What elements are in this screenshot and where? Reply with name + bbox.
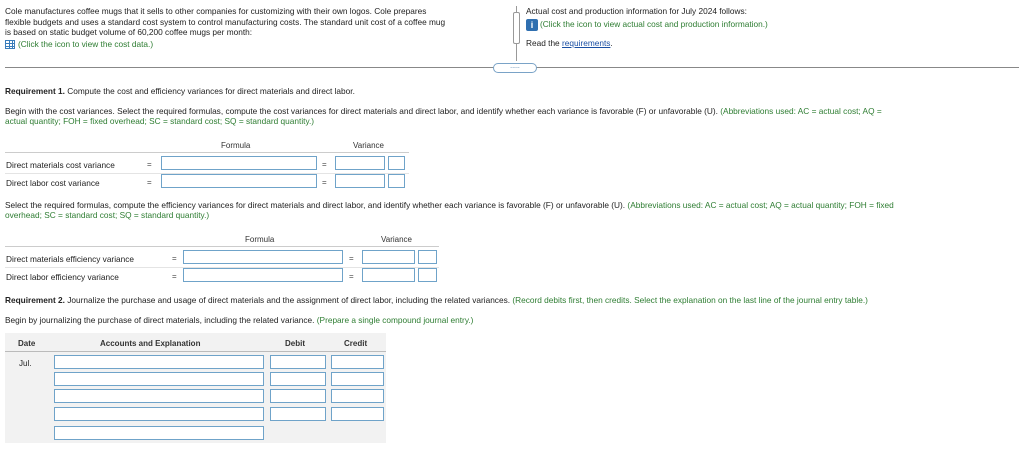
equals-sign: = [172,272,177,281]
data-table-icon[interactable] [5,40,15,49]
eff-instr-abbrev-a: (Abbreviations used: AC = actual cost; AQ = actual quantity; FOH = fixed [625,200,894,210]
dl-efficiency-variance-amount[interactable] [362,268,415,282]
cost-data-link[interactable]: (Click the icon to view the cost data.) [18,38,154,49]
cost-variance-instructions [5,106,1017,126]
journal-instr-note: (Prepare a single compound journal entry.) [314,315,474,325]
explanation-input[interactable] [54,426,264,440]
dl-efficiency-formula-input[interactable] [183,268,343,282]
dm-cost-formula-input[interactable] [161,156,317,170]
dm-efficiency-formula-input[interactable] [183,250,343,264]
equals-sign: = [349,272,354,281]
requirement-2-text: Journalize the purchase and usage of direct materials and the assignment of direct labor, including the related variances. [64,295,511,305]
table-header-rule [5,351,386,352]
dl-cost-variance-fu-select[interactable] [388,174,405,188]
dl-cost-formula-input[interactable] [161,174,317,188]
dl-cost-variance-label: Direct labor cost variance [6,178,100,188]
intro-line-1: Cole manufactures coffee mugs that it sells to other companies for customizing with their own logos. Cole prepares [5,6,427,16]
credit-input[interactable] [331,355,384,369]
debit-input[interactable] [270,389,326,403]
requirement-1-title [5,86,355,96]
credit-column-header: Credit [344,339,368,348]
equals-sign: = [322,178,327,187]
eff-formula-header: Formula [245,235,275,244]
journal-entry-table [5,333,386,443]
requirements-link[interactable]: requirements [562,37,611,48]
requirement-1-text: Compute the cost and efficiency variances for direct materials and direct labor. [64,86,355,96]
account-input[interactable] [54,372,264,386]
equals-sign: = [349,254,354,263]
eff-table-top-rule [5,246,439,247]
equals-sign: = [147,178,152,187]
eff-instr-abbrev-b: overhead; SC = standard cost; SQ = standard quantity.) [5,210,210,220]
dm-cost-variance-label: Direct materials cost variance [6,160,115,170]
equals-sign: = [322,160,327,169]
dm-cost-variance-fu-select[interactable] [388,156,405,170]
eff-instr-text: Select the required formulas, compute the efficiency variances for direct materials and direct labor, and identify whether each variance is favorable (F) or unfavorable (U). [5,200,626,210]
debit-input[interactable] [270,407,326,421]
dl-efficiency-fu-select[interactable] [418,268,437,282]
account-input[interactable] [54,407,264,421]
dl-cost-variance-amount[interactable] [335,174,385,188]
accounts-column-header: Accounts and Explanation [100,339,201,348]
requirement-1-label: Requirement 1. [5,86,65,96]
dm-efficiency-fu-select[interactable] [418,250,437,264]
cost-table-top-rule [5,152,409,153]
actual-info-line: Actual cost and production information for July 2024 follows: [526,6,747,16]
dm-cost-variance-amount[interactable] [335,156,385,170]
vertical-splitter-handle[interactable] [513,12,520,44]
eff-variance-header: Variance [381,235,412,244]
date-column-header: Date [18,339,36,348]
credit-input[interactable] [331,372,384,386]
horizontal-splitter-handle[interactable]: ..... [493,63,537,73]
debit-column-header: Debit [285,339,305,348]
debit-input[interactable] [270,372,326,386]
date-cell: Jul. [19,359,32,368]
requirement-2-note: (Record debits first, then credits. Select the explanation on the last line of the journal entry table.) [510,295,868,305]
credit-input[interactable] [331,407,384,421]
efficiency-variance-instructions [5,200,1019,220]
cost-instr-abbrev-b: actual quantity; FOH = fixed overhead; SC = standard cost; SQ = standard quantity.) [5,116,315,126]
intro-line-3: is based on static budget volume of 60,200 coffee mugs per month: [5,27,253,37]
actual-cost-link-row[interactable] [526,19,1016,31]
dl-efficiency-variance-label: Direct labor efficiency variance [6,272,119,282]
debit-input[interactable] [270,355,326,369]
requirement-2-title [5,295,868,305]
actual-cost-link[interactable]: (Click the icon to view actual cost and production information.) [540,18,768,29]
cost-data-link-row[interactable] [5,39,510,50]
account-input[interactable] [54,355,264,369]
read-requirements-row [526,38,1016,49]
dm-efficiency-variance-amount[interactable] [362,250,415,264]
period-text: . [610,37,613,48]
info-icon[interactable]: i [526,19,538,31]
journal-instr-text: Begin by journalizing the purchase of direct materials, including the related variance. [5,315,315,325]
credit-input[interactable] [331,389,384,403]
read-label: Read the [526,37,560,48]
problem-intro [5,6,510,49]
cost-instr-text: Begin with the cost variances. Select the required formulas, compute the cost variances for direct materials and direct labor, and identify whether each variance is favorable (F) or unfavorable (U). [5,106,718,116]
equals-sign: = [147,160,152,169]
account-input[interactable] [54,389,264,403]
intro-line-2: flexible budgets and uses a standard cost system to control manufacturing costs. The standard unit cost of a coffee mug [5,16,446,27]
requirement-2-label: Requirement 2. [5,295,65,305]
actual-info-panel [526,6,1016,48]
equals-sign: = [172,254,177,263]
journal-instructions [5,315,473,325]
cost-variance-header: Variance [353,141,384,150]
cost-formula-header: Formula [221,141,251,150]
cost-instr-abbrev-a: (Abbreviations used: AC = actual cost; AQ = [717,106,882,116]
dm-efficiency-variance-label: Direct materials efficiency variance [6,254,135,264]
